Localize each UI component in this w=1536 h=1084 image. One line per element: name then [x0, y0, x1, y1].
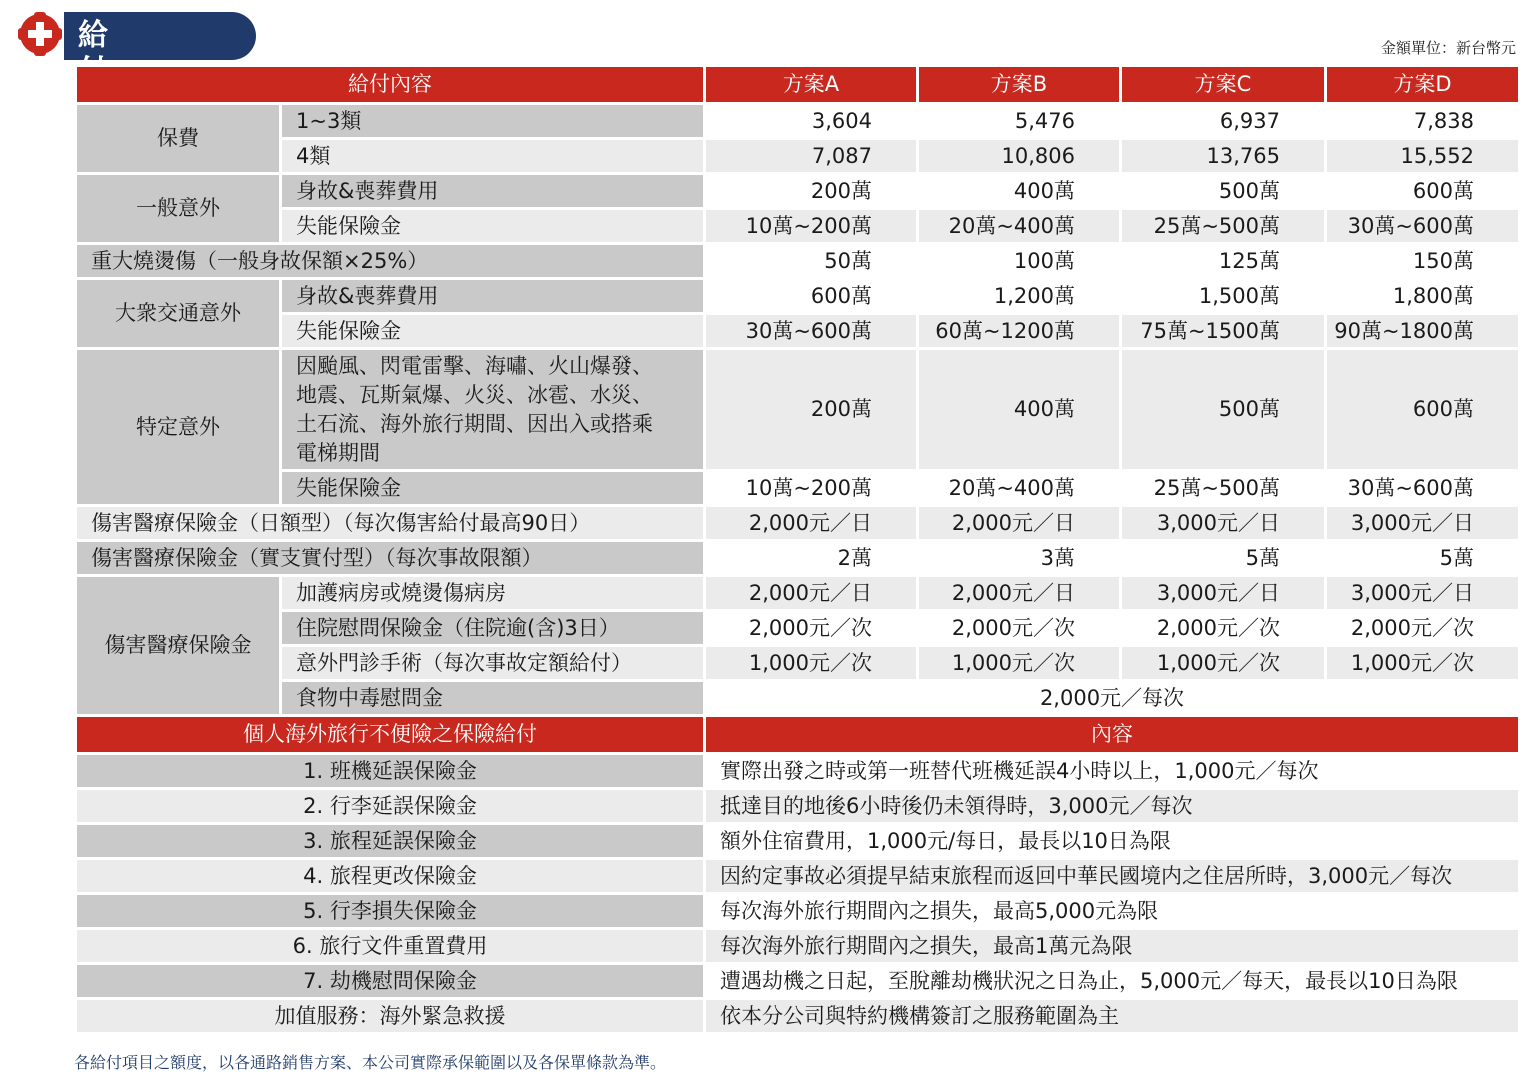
cell-value: 13,765: [1121, 139, 1326, 174]
table-row: [76, 824, 1520, 859]
travel-item: 7. 劫機慰問保險金: [76, 964, 705, 999]
travel-desc: 抵達目的地後6小時後仍未領得時，3,000元／每次: [705, 789, 1520, 824]
cell-value: 500萬: [1121, 174, 1326, 209]
table-row: [76, 209, 1520, 244]
travel-desc: 遭遇劫機之日起，至脫離劫機狀況之日為止，5,000元／每天，最長以10日為限: [705, 964, 1520, 999]
cell-value: 75萬~1500萬: [1121, 314, 1326, 349]
cell-value: 60萬~1200萬: [918, 314, 1121, 349]
cell-value: 2,000元／日: [918, 506, 1121, 541]
cell-value: 5萬: [1121, 541, 1326, 576]
travel-desc: 每次海外旅行期間內之損失，最高5,000元為限: [705, 894, 1520, 929]
cell-value: 1,000元／次: [918, 646, 1121, 681]
row-label: 重大燒燙傷（一般身故保額×25%）: [76, 244, 705, 279]
header-plan-b: 方案B: [918, 66, 1121, 104]
cell-value: 1,000元／次: [1121, 646, 1326, 681]
travel-item: 加值服務：海外緊急救援: [76, 999, 705, 1034]
logo-icon: [14, 8, 68, 60]
page-title: 給: [78, 18, 109, 53]
table-row: [76, 471, 1520, 506]
travel-desc: 額外住宿費用，1,000元/每日，最長以10日為限: [705, 824, 1520, 859]
table-row: [76, 611, 1520, 646]
row-label: 身故&喪葬費用: [281, 174, 705, 209]
row-label: 食物中毒慰問金: [281, 681, 705, 716]
general-label: 一般意外: [76, 174, 281, 244]
currency-unit: 金額單位：新台幣元: [1380, 39, 1516, 57]
cell-value: 5,476: [918, 104, 1121, 139]
cell-value: 1,800萬: [1326, 279, 1520, 314]
premium-label: 保費: [76, 104, 281, 174]
header-plan-a: 方案A: [705, 66, 918, 104]
cell-value: 10萬~200萬: [705, 471, 918, 506]
table-row: [76, 789, 1520, 824]
table-row: [76, 541, 1520, 576]
cell-value: 100萬: [918, 244, 1121, 279]
row-label: 1~3類: [281, 104, 705, 139]
footnote: 各給付項目之額度，以各通路銷售方案、本公司實際承保範圍以及各保單條款為準。: [74, 1053, 667, 1072]
travel-item: 1. 班機延誤保險金: [76, 754, 705, 789]
cell-value: 10萬~200萬: [705, 209, 918, 244]
table-row: [76, 174, 1520, 209]
table-row: [76, 964, 1520, 999]
cell-value: 2,000元／次: [1326, 611, 1520, 646]
travel-item: 5. 行李損失保險金: [76, 894, 705, 929]
cell-value: 10,806: [918, 139, 1121, 174]
travel-header-benefit: 個人海外旅行不便險之保險給付: [76, 716, 705, 754]
table-row: [76, 314, 1520, 349]
cell-value: 7,087: [705, 139, 918, 174]
table-row: [76, 279, 1520, 314]
table-row: [76, 859, 1520, 894]
cell-value: 1,500萬: [1121, 279, 1326, 314]
table-header-row: [76, 66, 1520, 104]
benefits-table: [74, 64, 1521, 1035]
transit-label: 大衆交通意外: [76, 279, 281, 349]
cell-value: 7,838: [1326, 104, 1520, 139]
cell-value: 3,604: [705, 104, 918, 139]
table-row: [76, 681, 1520, 716]
row-label: 失能保險金: [281, 314, 705, 349]
cell-value: 600萬: [705, 279, 918, 314]
table-row: [76, 999, 1520, 1034]
table-row: [76, 754, 1520, 789]
row-label: [281, 349, 705, 471]
travel-header-content: 內容: [705, 716, 1520, 754]
travel-item: 4. 旅程更改保險金: [76, 859, 705, 894]
cell-value: 3,000元／日: [1121, 506, 1326, 541]
travel-item: 3. 旅程延誤保險金: [76, 824, 705, 859]
travel-item: 2. 行李延誤保險金: [76, 789, 705, 824]
cell-value-merged: 2,000元／每次: [705, 681, 1520, 716]
row-label: 住院慰問保險金（住院逾(含)3日）: [281, 611, 705, 646]
cell-value: 5萬: [1326, 541, 1520, 576]
travel-desc: 依本分公司與特約機構簽訂之服務範圍為主: [705, 999, 1520, 1034]
header-plan-d: 方案D: [1326, 66, 1520, 104]
travel-desc: 每次海外旅行期間內之損失，最高1萬元為限: [705, 929, 1520, 964]
cell-value: 600萬: [1326, 174, 1520, 209]
table-row: [76, 244, 1520, 279]
cell-value: 15,552: [1326, 139, 1520, 174]
row-label-line: 電梯期間: [296, 440, 380, 465]
cell-value: 2,000元／次: [918, 611, 1121, 646]
row-label: 失能保險金: [281, 471, 705, 506]
row-label: 意外門診手術（每次事故定額給付）: [281, 646, 705, 681]
cell-value: 2,000元／次: [705, 611, 918, 646]
table-row: [76, 349, 1520, 471]
cell-value: 125萬: [1121, 244, 1326, 279]
cell-value: 200萬: [705, 174, 918, 209]
cell-value: 400萬: [918, 174, 1121, 209]
row-label-line: 土石流、海外旅行期間、因出入或搭乘: [296, 411, 653, 436]
travel-header-row: [76, 716, 1520, 754]
row-label: 失能保險金: [281, 209, 705, 244]
cell-value: 20萬~400萬: [918, 471, 1121, 506]
cell-value: 200萬: [705, 349, 918, 471]
cell-value: 3,000元／日: [1326, 576, 1520, 611]
row-label: 4類: [281, 139, 705, 174]
cell-value: 3萬: [918, 541, 1121, 576]
travel-desc: 實際出發之時或第一班替代班機延誤4小時以上，1,000元／每次: [705, 754, 1520, 789]
table-row: [76, 104, 1520, 139]
cell-value: 2萬: [705, 541, 918, 576]
cell-value: 400萬: [918, 349, 1121, 471]
header-benefit: 給付內容: [76, 66, 705, 104]
table-row: [76, 894, 1520, 929]
cell-value: 30萬~600萬: [1326, 471, 1520, 506]
cell-value: 6,937: [1121, 104, 1326, 139]
row-label: 傷害醫療保險金（日額型）（每次傷害給付最高90日）: [76, 506, 705, 541]
cell-value: 3,000元／日: [1326, 506, 1520, 541]
travel-item: 6. 旅行文件重置費用: [76, 929, 705, 964]
travel-desc: 因約定事故必須提早結束旅程而返回中華民國境内之住居所時，3,000元／每次: [705, 859, 1520, 894]
medical-label: 傷害醫療保險金: [76, 576, 281, 716]
cell-value: 20萬~400萬: [918, 209, 1121, 244]
cell-value: 25萬~500萬: [1121, 209, 1326, 244]
cell-value: 2,000元／日: [705, 576, 918, 611]
header-plan-c: 方案C: [1121, 66, 1326, 104]
row-label: 傷害醫療保險金（實支實付型）（每次事故限額）: [76, 541, 705, 576]
cell-value: 1,000元／次: [705, 646, 918, 681]
cell-value: 25萬~500萬: [1121, 471, 1326, 506]
row-label-line: 因颱風、閃電雷擊、海嘯、火山爆發、: [296, 353, 653, 378]
row-label: 加護病房或燒燙傷病房: [281, 576, 705, 611]
table-row: [76, 139, 1520, 174]
cell-value: 600萬: [1326, 349, 1520, 471]
cell-value: 1,000元／次: [1326, 646, 1520, 681]
row-label: 身故&喪葬費用: [281, 279, 705, 314]
table-row: [76, 646, 1520, 681]
cell-value: 30萬~600萬: [1326, 209, 1520, 244]
cell-value: 150萬: [1326, 244, 1520, 279]
row-label-line: 地震、瓦斯氣爆、火災、冰雹、水災、: [296, 382, 653, 407]
table-row: [76, 576, 1520, 611]
cell-value: 30萬~600萬: [705, 314, 918, 349]
cell-value: 2,000元／次: [1121, 611, 1326, 646]
table-row: [76, 929, 1520, 964]
cell-value: 3,000元／日: [1121, 576, 1326, 611]
cell-value: 500萬: [1121, 349, 1326, 471]
cell-value: 1,200萬: [918, 279, 1121, 314]
table-row: [76, 506, 1520, 541]
cell-value: 2,000元／日: [918, 576, 1121, 611]
special-label: 特定意外: [76, 349, 281, 506]
cell-value: 90萬~1800萬: [1326, 314, 1520, 349]
cell-value: 50萬: [705, 244, 918, 279]
cell-value: 2,000元／日: [705, 506, 918, 541]
